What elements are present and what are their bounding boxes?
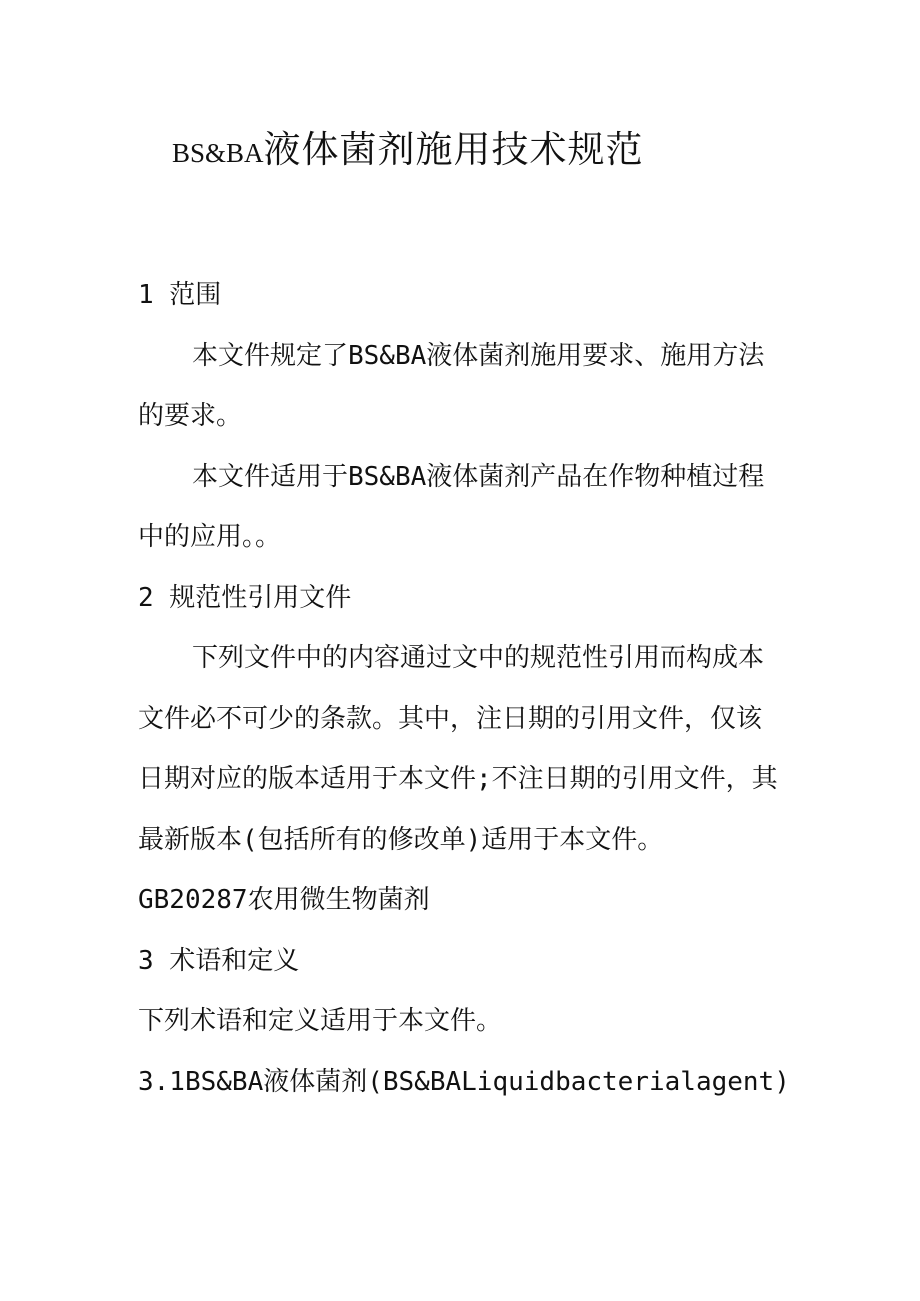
section-heading-scope: 1 范围: [138, 280, 222, 310]
reference-item: GB20287农用微生物菌剂: [138, 885, 430, 915]
title-prefix: BS&BA: [172, 138, 264, 168]
section-heading-terms: 3 术语和定义: [138, 945, 300, 976]
paragraph-terms-1: 下列术语和定义适用于本文件。: [138, 1006, 503, 1036]
document-body: [138, 265, 790, 1112]
term-definition-heading: 3.1BS&BA液体菌剂(BS&BALiquidbacterialagent): [138, 1066, 790, 1097]
section-heading-references: 2 规范性引用文件: [138, 582, 352, 613]
title-text: 液体菌剂施用技术规范: [263, 128, 644, 171]
document-title: [172, 124, 832, 179]
paragraph-references-1: 下列文件中的内容通过文中的规范性引用而构成本文件必不可少的条款。其中，注日期的引用文件，仅该日期对应的版本适用于本文件;不注日期的引用文件，其最新版本(包括所有的修改单)适用于本文件。: [138, 643, 778, 855]
paragraph-scope-2: 本文件适用于BS&BA液体菌剂产品在作物种植过程中的应用。。: [138, 461, 765, 552]
paragraph-scope-1: 本文件规定了BS&BA液体菌剂施用要求、施用方法的要求。: [138, 340, 765, 431]
